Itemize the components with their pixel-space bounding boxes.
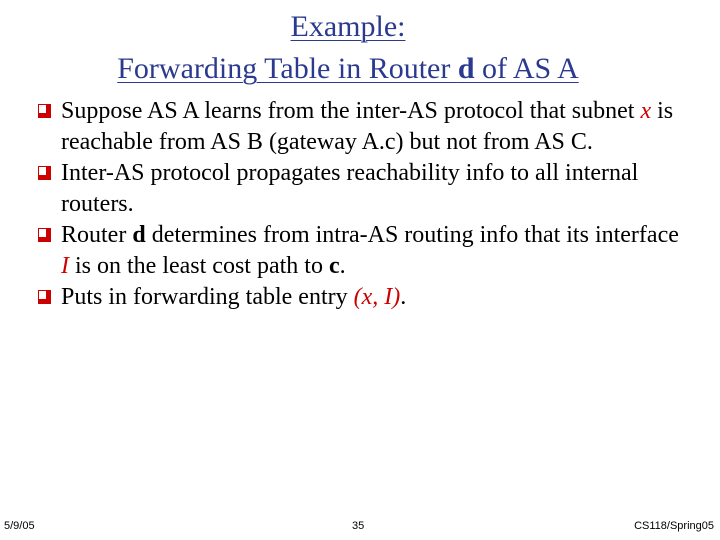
bullet-box-icon (38, 166, 51, 180)
footer-date: 5/9/05 (4, 520, 35, 532)
footer-course: CS118/Spring05 (634, 520, 714, 532)
bullet-3-bold-d: d (132, 222, 146, 248)
bullet-3-part-1: Router (61, 222, 133, 248)
bullet-3-part-3: is on the least cost path to (69, 253, 329, 279)
bullet-4-part-2: . (400, 284, 407, 310)
bullet-3-var-i: I (61, 253, 69, 279)
title-line-2 (0, 48, 696, 90)
title-line-2-b: of AS A (474, 52, 579, 85)
bullet-3-part-4: . (339, 253, 346, 279)
title-line-2-a: Forwarding Table in Router (117, 52, 458, 85)
bullet-item-4 (38, 282, 688, 313)
bullet-box-icon (38, 228, 51, 242)
bullet-1-var-x: x (640, 98, 652, 124)
bullet-2-text: Inter-AS protocol propagates reachability info to all internal routers. (61, 160, 639, 217)
bullet-item-3 (38, 220, 688, 282)
bullet-item-2 (38, 158, 688, 220)
bullet-1-part-2: is reachable from AS B (gateway A.c) but not from AS C. (61, 98, 674, 155)
bullet-4-part-1: Puts in forwarding table entry (61, 284, 354, 310)
bullet-list (38, 96, 688, 313)
footer-page-number: 35 (352, 520, 365, 532)
bullet-3-part-2: determines from intra-AS routing info that its interface (145, 222, 679, 248)
slide-title (0, 6, 696, 90)
bullet-3-bold-c: c (328, 253, 340, 279)
bullet-4-var-entry: (x, I) (353, 284, 401, 310)
bullet-1-part-1: Suppose AS A learns from the inter-AS protocol that subnet (61, 98, 641, 124)
bullet-box-icon (38, 104, 51, 118)
title-line-1: Example: (290, 10, 406, 43)
title-router-d: d (457, 52, 475, 85)
bullet-item-1 (38, 96, 688, 158)
bullet-box-icon (38, 290, 51, 304)
